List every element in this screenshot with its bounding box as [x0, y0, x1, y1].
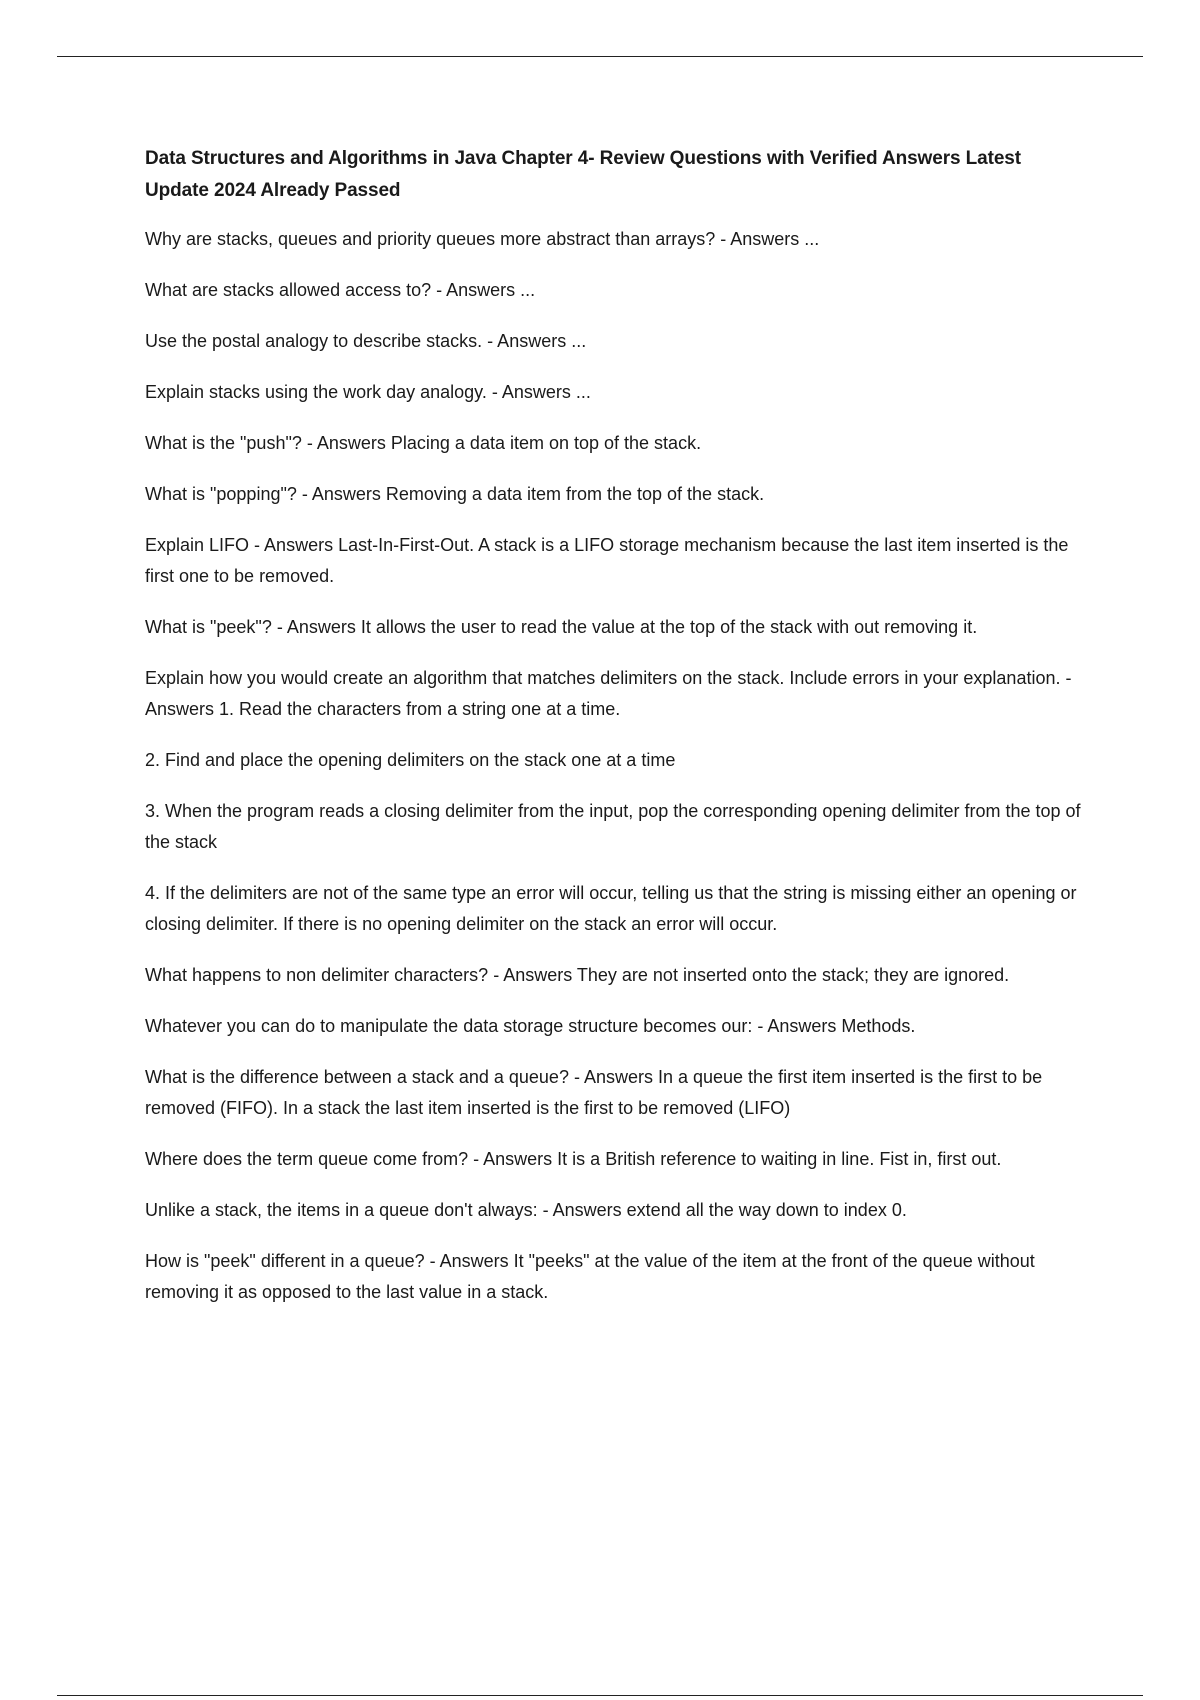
qa-paragraph: What is "peek"? - Answers It allows the user to read the value at the top of the stack with out removing it. [145, 617, 978, 637]
document-body [145, 143, 1085, 1328]
qa-paragraph: 2. Find and place the opening delimiters on the stack one at a time [145, 750, 676, 770]
qa-paragraph: Unlike a stack, the items in a queue don't always: - Answers extend all the way down to index 0. [145, 1200, 907, 1220]
qa-paragraph: What is the difference between a stack and a queue? - Answers In a queue the first item inserted is the first to be removed (FIFO). In a stack the last item inserted is the first to be removed (LIFO) [145, 1067, 1043, 1118]
document-title: Data Structures and Algorithms in Java Chapter 4- Review Questions with Verified Answers Latest Update 2024 Already Passed [145, 148, 1021, 201]
qa-list [145, 224, 1085, 1308]
qa-paragraph: Explain stacks using the work day analogy. - Answers ... [145, 382, 591, 402]
qa-paragraph: 3. When the program reads a closing delimiter from the input, pop the corresponding opening delimiter from the top of the stack [145, 801, 1081, 852]
qa-paragraph: What is "popping"? - Answers Removing a data item from the top of the stack. [145, 484, 765, 504]
bottom-rule [57, 1695, 1143, 1696]
qa-paragraph: 4. If the delimiters are not of the same type an error will occur, telling us that the string is missing either an opening or closing delimiter. If there is no opening delimiter on the stack an error will occur. [145, 883, 1077, 934]
qa-paragraph: Why are stacks, queues and priority queues more abstract than arrays? - Answers ... [145, 229, 820, 249]
qa-paragraph: What happens to non delimiter characters? - Answers They are not inserted onto the stack; they are ignored. [145, 965, 1010, 985]
qa-paragraph: Where does the term queue come from? - Answers It is a British reference to waiting in line. Fist in, first out. [145, 1149, 1002, 1169]
qa-paragraph: Use the postal analogy to describe stacks. - Answers ... [145, 331, 587, 351]
qa-paragraph: What is the "push"? - Answers Placing a data item on top of the stack. [145, 433, 702, 453]
top-rule [57, 56, 1143, 57]
qa-paragraph: Explain LIFO - Answers Last-In-First-Out. A stack is a LIFO storage mechanism because the last item inserted is the first one to be removed. [145, 535, 1069, 586]
qa-paragraph: Whatever you can do to manipulate the data storage structure becomes our: - Answers Methods. [145, 1016, 916, 1036]
qa-paragraph: Explain how you would create an algorithm that matches delimiters on the stack. Include errors in your explanation. - Answers 1. Read the characters from a string one at a time. [145, 668, 1072, 719]
qa-paragraph: What are stacks allowed access to? - Answers ... [145, 280, 536, 300]
qa-paragraph: How is "peek" different in a queue? - Answers It "peeks" at the value of the item at the front of the queue without removing it as opposed to the last value in a stack. [145, 1251, 1035, 1302]
